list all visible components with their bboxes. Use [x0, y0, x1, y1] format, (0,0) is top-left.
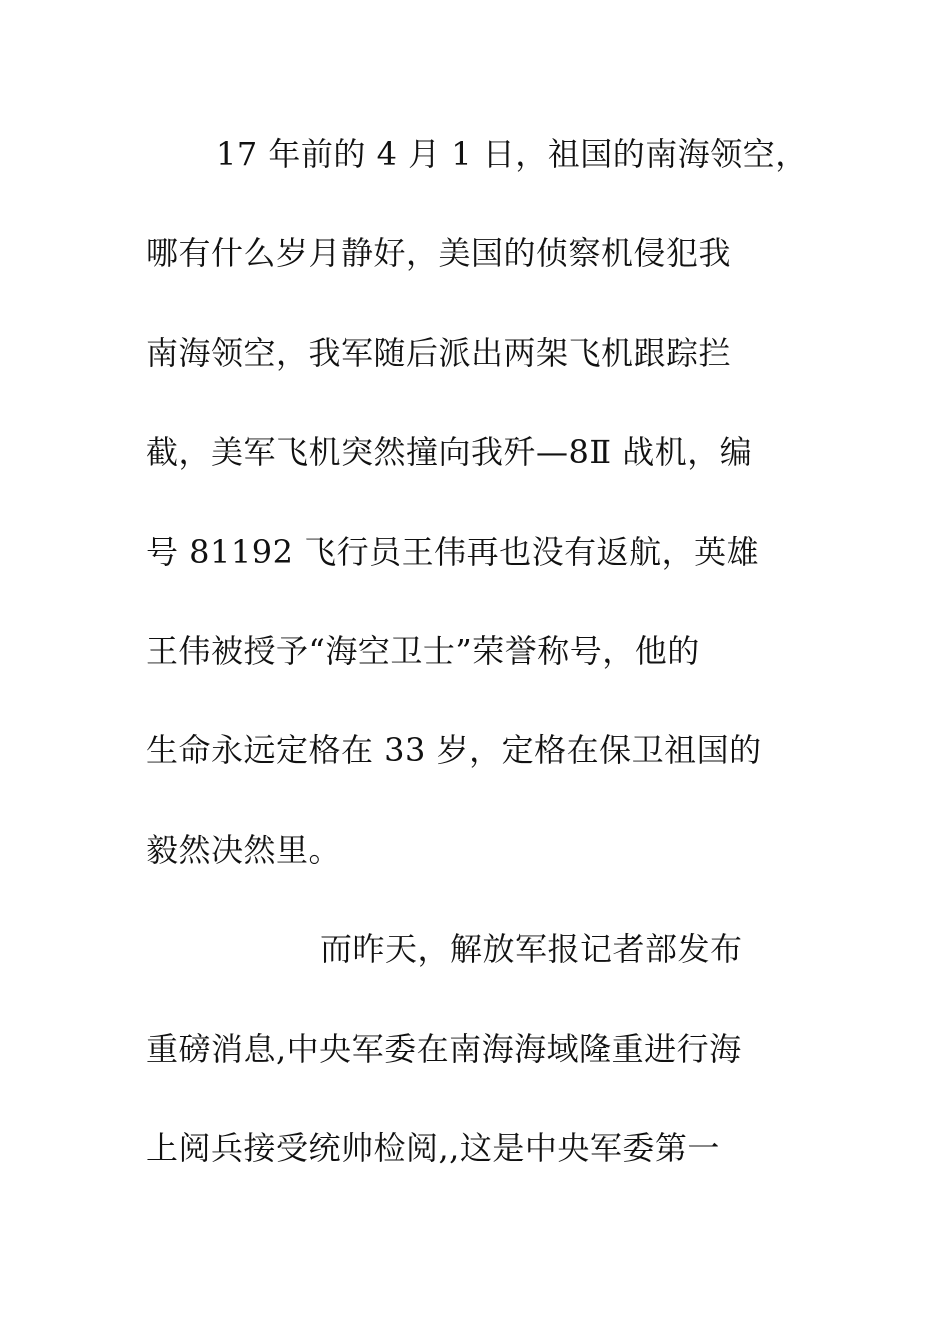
text-line: 生命永远定格在 33 岁，定格在保卫祖国的	[146, 731, 762, 769]
text-line: 号 81192 飞行员王伟再也没有返航，英雄	[146, 533, 760, 571]
text-line: 南海领空，我军随后派出两架飞机跟踪拦	[146, 334, 732, 372]
text-line: 而昨天，解放军报记者部发布	[320, 930, 743, 968]
text-line: 哪有什么岁月静好，美国的侦察机侵犯我	[146, 234, 732, 272]
text-line: 重磅消息,中央军委在南海海域隆重进行海	[146, 1030, 742, 1068]
text-line: 17 年前的 4 月 1 日，祖国的南海领空，	[216, 135, 808, 173]
text-line: 截，美军飞机突然撞向我歼—8Ⅱ 战机，编	[146, 433, 753, 471]
text-line: 毅然决然里。	[146, 831, 342, 869]
text-line: 王伟被授予“海空卫士”荣誉称号，他的	[146, 632, 700, 670]
text-line: 上阅兵接受统帅检阅,,这是中央军委第一	[146, 1129, 720, 1167]
